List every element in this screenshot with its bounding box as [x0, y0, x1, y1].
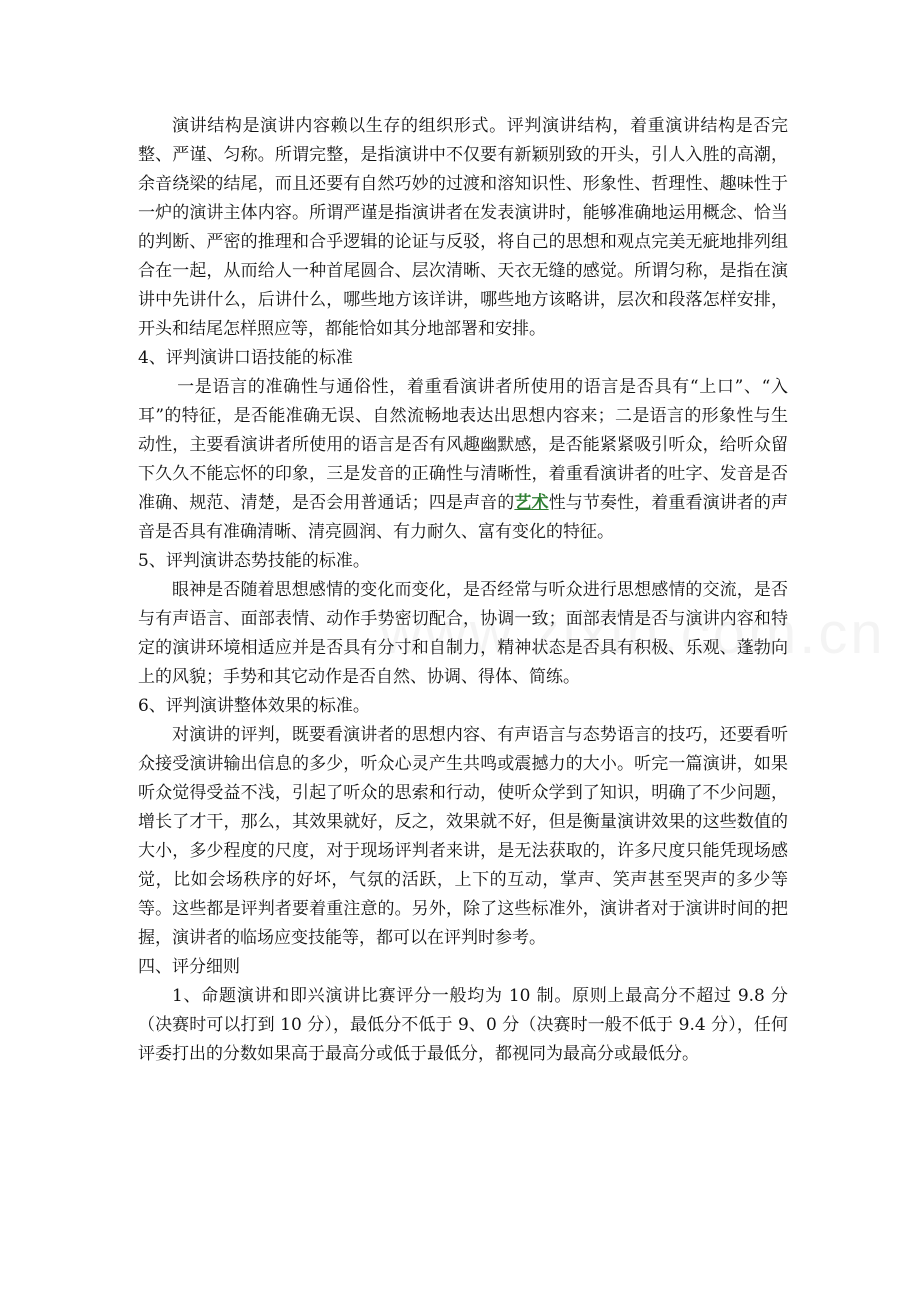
paragraph-posture-skills: 眼神是否随着思想感情的变化而变化，是否经常与听众进行思想感情的交流，是否与有声语言、面部表情、动作手势密切配合，协调一致；面部表情是否与演讲内容和特定的演讲环境相适应并是否具有分寸和自制力，精神状态是否具有积极、乐观、蓬勃向上的风貌；手势和其它动作是否自然、协调、得体、简练。 [138, 580, 788, 687]
heading-overall-effect: 6、评判演讲整体效果的标准。 [138, 696, 370, 716]
document-body [138, 112, 788, 1069]
paragraph-oral-skills-text-b: 性与节奏性，着重看演讲者的声音是否具有准确清晰、清亮圆润、有力耐久、富有变化的特征。 [138, 493, 789, 542]
paragraph-overall-effect: 对演讲的评判，既要看演讲者的思想内容、有声语言与态势语言的技巧，还要看听众接受演讲输出信息的多少，听众心灵产生共鸣或震撼力的大小。听完一篇演讲，如果听众觉得受益不浅，引起了听众的思索和行动，使听众学到了知识，明确了不少问题，增长了才干，那么，其效果就好，反之，效果就不好，但是衡量演讲效果的这些数值的大小，多少程度的尺度，对于现场评判者来讲，是无法获取的，许多尺度只能凭现场感觉，比如会场秩序的好坏，气氛的活跃，上下的互动，掌声、笑声甚至哭声的多少等等。这些都是评判者要着重注意的。另外，除了这些标准外，演讲者对于演讲时间的把握，演讲者的临场应变技能等，都可以在评判时参考。 [138, 725, 788, 948]
paragraph-oral-skills-text-a: 一是语言的准确性与通俗性，着重看演讲者所使用的语言是否具有“上口”、“入耳”的特征，是否能准确无误、自然流畅地表达出思想内容来；二是语言的形象性与生动性，主要看演讲者所使用的语言是否有风趣幽默感，是否能紧紧吸引听众，给听众留下久久不能忘怀的印象，三是发音的正确性与清晰性，着重看演讲者的吐字、发音是否准确、规范、清楚，是否会用普通话；四是声音的 [138, 377, 788, 513]
heading-scoring-rules: 四、评分细则 [138, 957, 240, 977]
link-art[interactable]: 艺术 [514, 493, 549, 513]
paragraph-oral-skills [138, 373, 788, 547]
paragraph-speech-structure: 演讲结构是演讲内容赖以生存的组织形式。评判演讲结构，着重演讲结构是否完整、严谨、匀称。所谓完整，是指演讲中不仅要有新颖别致的开头，引人入胜的高潮，余音绕梁的结尾，而且还要有自然巧妙的过渡和溶知识性、形象性、哲理性、趣味性于一炉的演讲主体内容。所谓严谨是指演讲者在发表演讲时，能够准确地运用概念、恰当的判断、严密的推理和合乎逻辑的论证与反驳，将自己的思想和观点完美无疵地排列组合在一起，从而给人一种首尾圆合、层次清晰、天衣无缝的感觉。所谓匀称，是指在演讲中先讲什么，后讲什么，哪些地方该详讲，哪些地方该略讲，层次和段落怎样安排，开头和结尾怎样照应等，都能恰如其分地部署和安排。 [138, 116, 788, 339]
paragraph-scoring-rules: 1、命题演讲和即兴演讲比赛评分一般均为 10 制。原则上最高分不超过 9.8 分（决赛时可以打到 10 分），最低分不低于 9、0 分（决赛时一般不低于 9.4 分），任何评委打出的分数如果高于最高分或低于最低分，都视同为最高分或最低分。 [138, 986, 788, 1064]
heading-posture-skills: 5、评判演讲态势技能的标准。 [138, 551, 370, 571]
heading-oral-skills: 4、评判演讲口语技能的标准 [138, 348, 353, 368]
